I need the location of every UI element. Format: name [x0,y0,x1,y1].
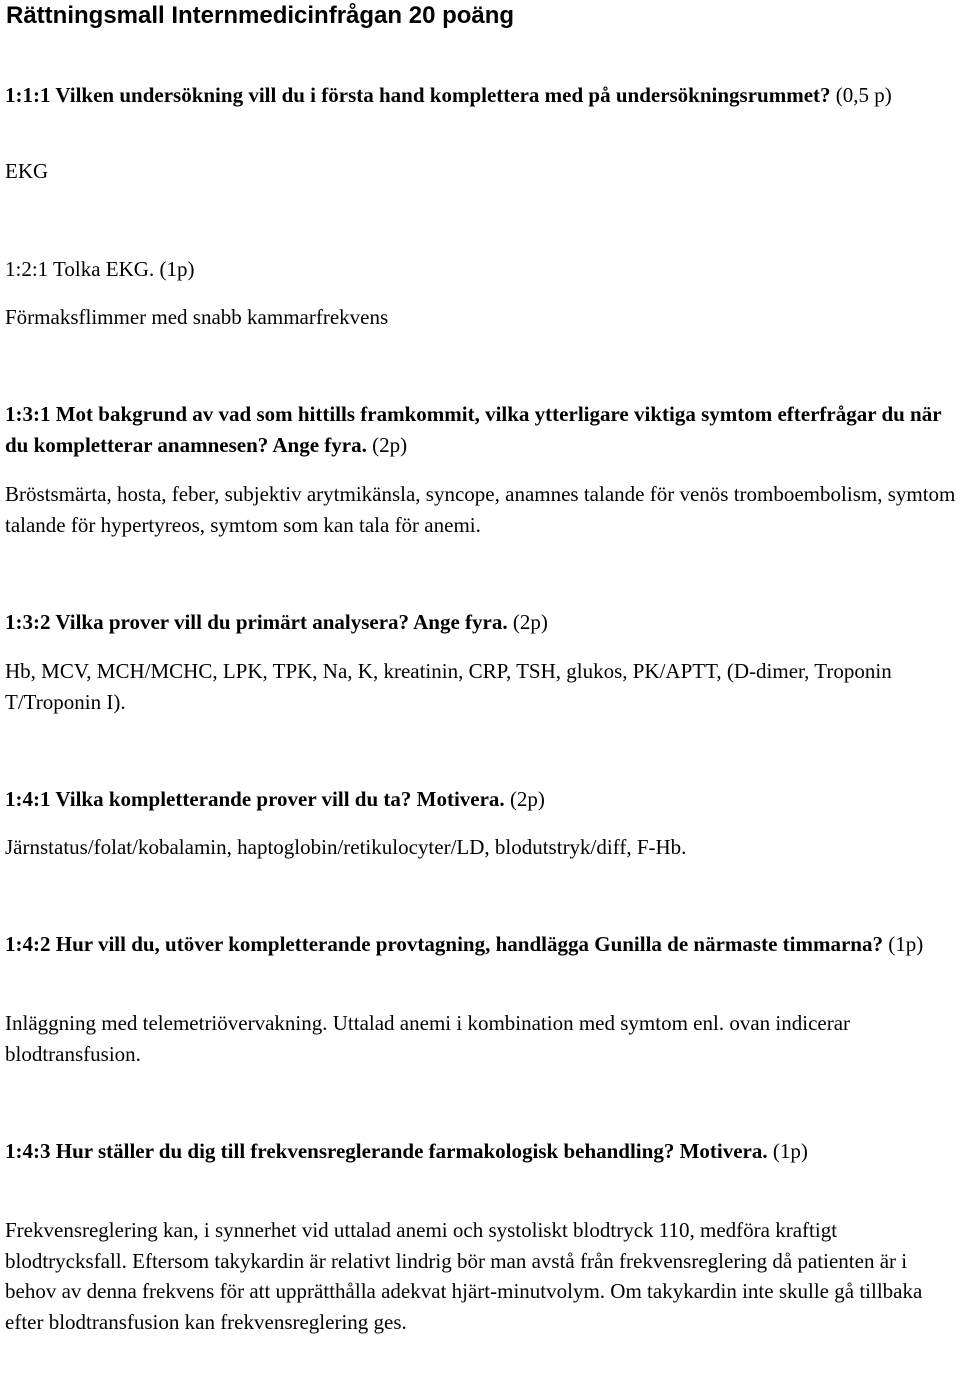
question-text: 1:3:2 Vilka prover vill du primärt analysera? Ange fyra. [5,610,508,634]
question-text: 1:2:1 Tolka EKG. [5,257,155,281]
document-title: Rättningsmall Internmedicinfrågan 20 poäng [6,2,515,29]
question-text: 1:3:1 Mot bakgrund av vad som hittills framkommit, vilka ytterligare viktiga symtom efterfrågar du när du kompletterar anamnesen? Ange fyra. [5,402,942,457]
question-points: (2p) [504,787,545,811]
answer-1-3-1: Bröstsmärta, hosta, feber, subjektiv arytmikänsla, syncope, anamnes talande för venös tromboembolism, symtom talande för hypertyreos, symtom som kan tala för anemi. [5,482,956,537]
question-1-4-1 [5,784,957,815]
answer-1-4-2: Inläggning med telemetriövervakning. Uttalad anemi i kombination med symtom enl. ovan indicerar blodtransfusion. [5,1011,851,1066]
question-points: (2p) [366,432,408,457]
question-points: (1p) [154,257,195,281]
question-points: (2p) [507,610,548,634]
answer-1-3-2: Hb, MCV, MCH/MCHC, LPK, TPK, Na, K, kreatinin, CRP, TSH, glukos, PK/APTT, (D-dimer, Troponin T/Troponin I). [5,659,892,714]
question-points: (1p) [882,932,924,956]
question-points: (1p) [767,1139,808,1163]
question-text: 1:4:3 Hur ställer du dig till frekvensreglerande farmakologisk behandling? Motivera. [5,1139,768,1163]
answer-1-1-1: EKG [5,159,49,183]
question-points: (0,5 p) [830,83,892,107]
question-1-4-3 [5,1136,957,1167]
question-1-3-1 [5,399,957,460]
answer-1-4-3: Frekvensreglering kan, i synnerhet vid uttalad anemi och systoliskt blodtryck 110, medföra kraftigt blodtrycksfall. Eftersom takykardin är relativt lindrig bör man avstå från frekvensreglering då patienten är i behov av denna frekvens för att upprätthålla adekvat hjärt-minutvolym. Om takykardin inte skulle gå tillbaka efter blodtransfusion kan frekvensreglering ges. [5,1218,923,1334]
question-text: 1:1:1 Vilken undersökning vill du i första hand komplettera med på undersökningsrummet? [5,83,831,107]
answer-1-2-1: Förmaksflimmer med snabb kammarfrekvens [5,305,389,329]
answer-1-4-1: Järnstatus/folat/kobalamin, haptoglobin/retikulocyter/LD, blodutstryk/diff, F-Hb. [5,835,687,859]
question-1-1-1 [5,80,957,111]
question-1-2-1 [5,254,957,285]
question-1-4-2 [5,929,957,960]
question-text: 1:4:1 Vilka kompletterande prover vill du ta? Motivera. [5,787,505,811]
question-1-3-2 [5,607,957,638]
question-text: 1:4:2 Hur vill du, utöver kompletterande provtagning, handlägga Gunilla de närmaste timmarna? [5,932,883,956]
